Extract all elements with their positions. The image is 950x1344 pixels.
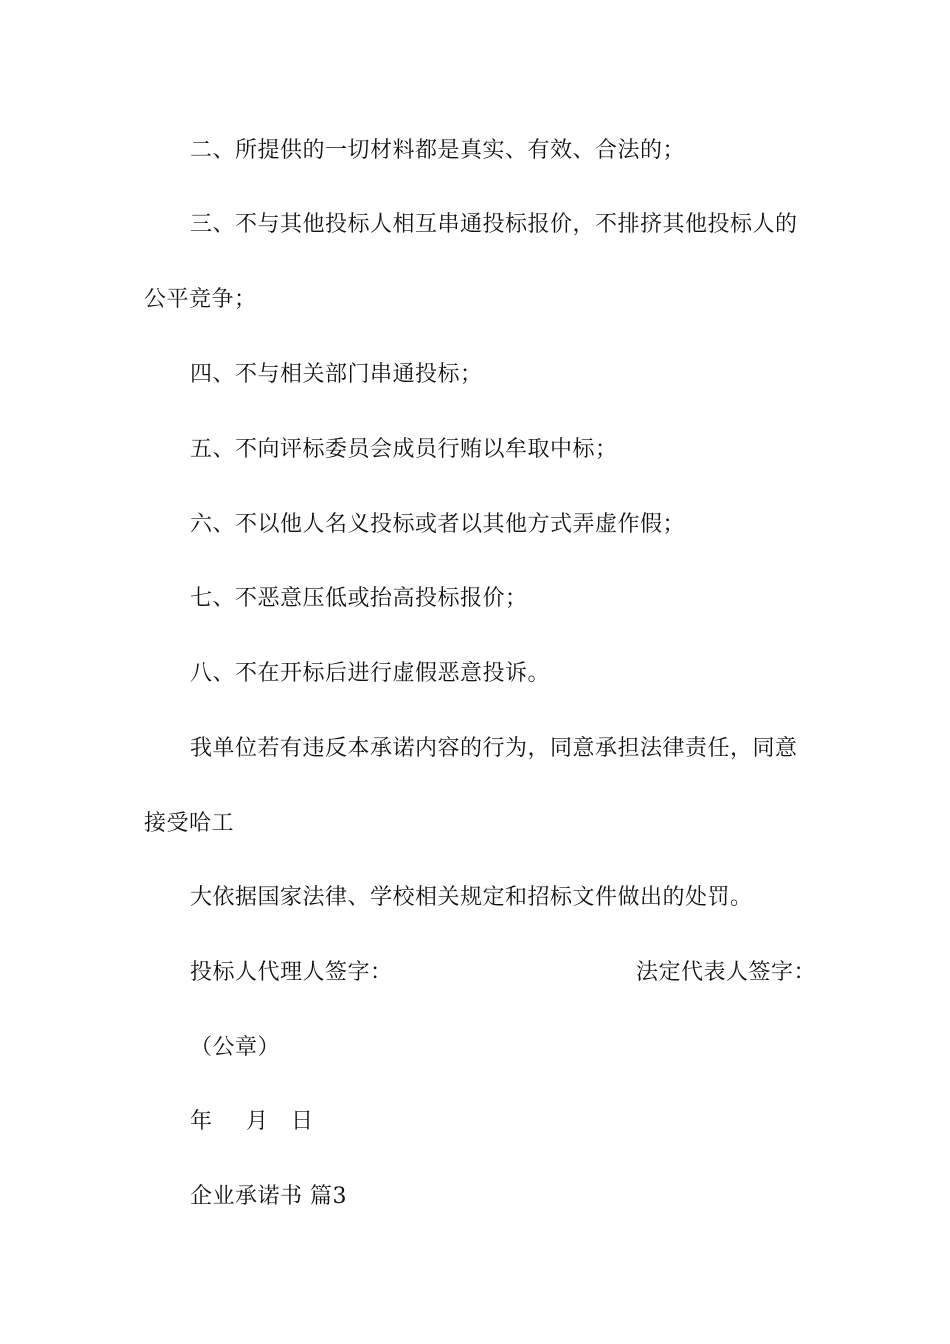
company-seal-label: （公章） (190, 1035, 281, 1060)
agent-signature-label: 投标人代理人签字： (190, 960, 393, 985)
clause-8: 八、不在开标后进行虚假恶意投诉。 (190, 661, 551, 686)
clause-5: 五、不向评标委员会成员行贿以牟取中标； (190, 437, 618, 462)
clause-2: 二、所提供的一切材料都是真实、有效、合法的； (190, 138, 686, 163)
clause-6: 六、不以他人名义投标或者以其他方式弄虚作假； (190, 512, 686, 537)
date-month-label: 月 (246, 1109, 269, 1134)
clause-3-continued: 公平竞争； (144, 287, 257, 312)
clause-4: 四、不与相关部门串通投标； (190, 362, 483, 387)
liability-statement: 我单位若有违反本承诺内容的行为，同意承担法律责任，同意 (190, 736, 798, 761)
liability-statement-continued: 接受哈工 (144, 811, 235, 836)
clause-3: 三、不与其他投标人相互串通投标报价，不排挤其他投标人的 (190, 212, 798, 237)
date-year-label: 年 (190, 1109, 213, 1134)
clause-7: 七、不恶意压低或抬高投标报价； (190, 586, 528, 611)
date-day-label: 日 (291, 1109, 314, 1134)
legal-rep-signature-label: 法定代表人签字： (636, 960, 817, 985)
section-heading: 企业承诺书 篇3 (190, 1184, 347, 1209)
liability-statement-end: 大依据国家法律、学校相关规定和招标文件做出的处罚。 (190, 885, 753, 910)
